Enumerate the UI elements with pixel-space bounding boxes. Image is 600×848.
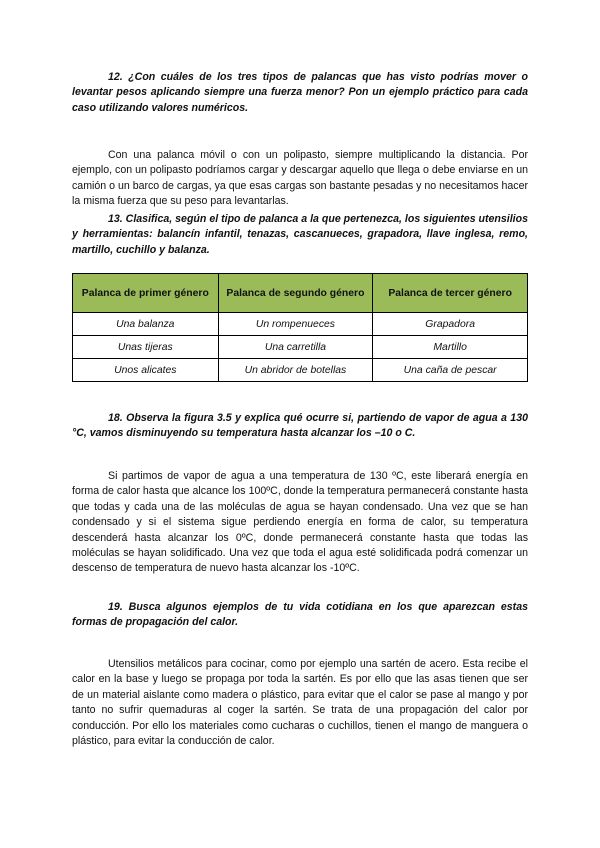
table-cell: Martillo [373,336,528,359]
table-cell: Una caña de pescar [373,359,528,382]
table-cell: Unas tijeras [73,336,219,359]
table-cell: Un rompenueces [218,313,373,336]
question-18: 18. Observa la figura 3.5 y explica qué ocurre si, partiendo de vapor de agua a 130 °C, vamos disminuyendo su temperatura hasta alcanzar los –10 o C. [72,412,528,440]
header-first-class-lever: Palanca de primer género [73,274,219,313]
answer-12: Con una palanca móvil o con un polipasto, siempre multiplicando la distancia. Por ejemplo, con un polipasto podríamos cargar y descargar aquello que llega o debe enviarse en un camión o un barco de cargas, ya que esas cargas son bastante pesadas y no necesitamos hacer la misma fuerza que su peso para levantarlas. [72,149,528,208]
table-row [73,359,528,382]
answer-19: Utensilios metálicos para cocinar, como por ejemplo una sartén de acero. Esta recibe el calor en la base y luego se propaga por toda la sartén. Es por ello que las asas tienen que ser de un material aislante como madera o plástico, para evitar que el calor se pase al mango y por tanto no sufrir quemaduras al coger la sartén. Se trata de una propagación del calor por conducción. Por ello los materiales como cucharas o cuchillos, tienen el mango de manguera o plástico, para evitar la conducción de calor. [72,658,528,748]
question-12: 12. ¿Con cuáles de los tres tipos de palancas que has visto podrías mover o levantar pesos aplicando siempre una fuerza menor? Pon un ejemplo práctico para cada caso utilizando valores numéricos. [72,71,528,114]
table-cell: Grapadora [373,313,528,336]
table-cell: Una carretilla [218,336,373,359]
table-row [73,336,528,359]
question-19: 19. Busca algunos ejemplos de tu vida cotidiana en los que aparezcan estas formas de propagación del calor. [72,601,528,629]
table-cell: Unos alicates [73,359,219,382]
question-13: 13. Clasifica, según el tipo de palanca a la que pertenezca, los siguientes utensilios y herramientas: balancín infantil, tenazas, cascanueces, grapadora, llave inglesa, remo, martillo, cuchillo y balanza. [72,213,528,256]
table-header-row [73,274,528,313]
header-second-class-lever: Palanca de segundo género [218,274,373,313]
table-row [73,313,528,336]
answer-18: Si partimos de vapor de agua a una temperatura de 130 ºC, este liberará energía en forma de calor hasta que alcance los 100ºC, donde la temperatura permanecerá constante hasta que todas y cada una de las moléculas de agua se hayan condensado. Una vez que se han condensado y si el sistema sigue perdiendo energía en forma de calor, su temperatura descenderá hasta alcanzar los 0ºC, donde permanecerá constante hasta que todas las moléculas se hayan solidificado. Una vez que toda el agua esté solidificada podrá comenzar un descenso de temperatura de nuevo hasta alcanzar los -10ºC. [72,470,528,575]
lever-classification-table [72,273,528,382]
table-cell: Un abridor de botellas [218,359,373,382]
header-third-class-lever: Palanca de tercer género [373,274,528,313]
table-cell: Una balanza [73,313,219,336]
